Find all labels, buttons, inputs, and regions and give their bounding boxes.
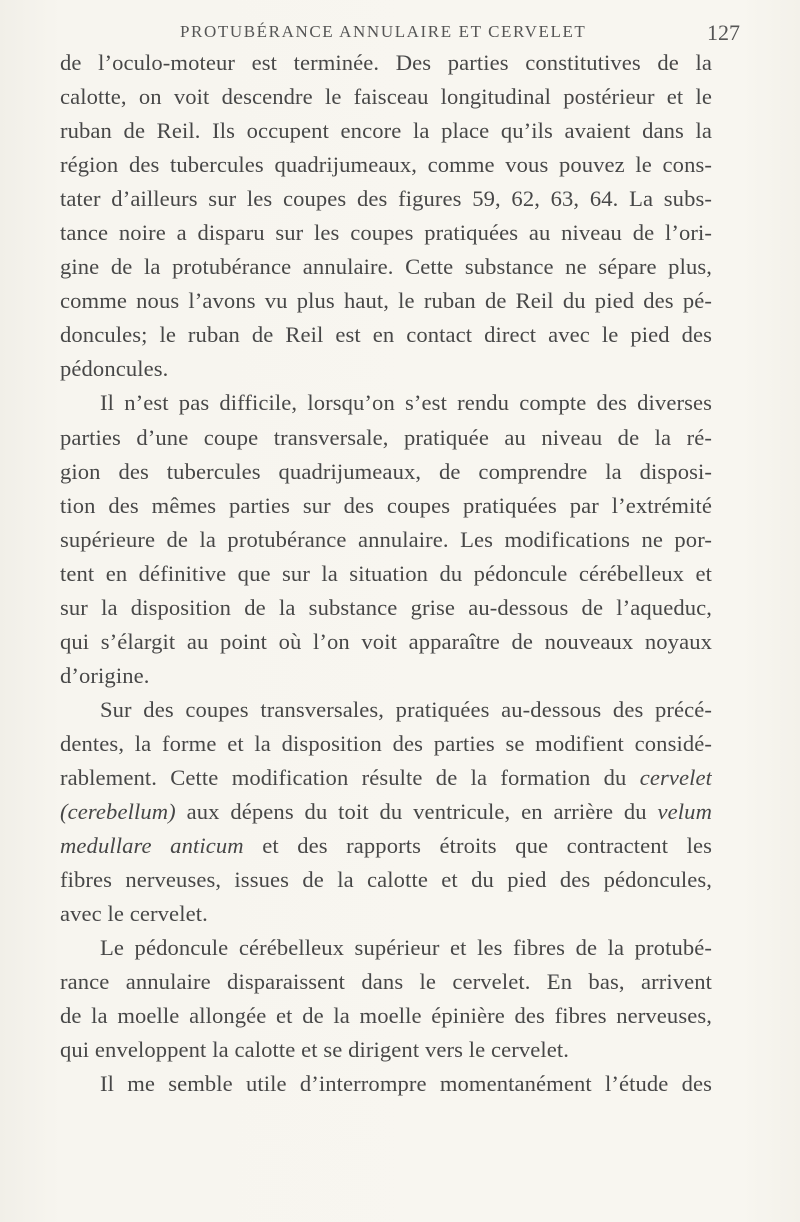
text-line: rance annulaire disparaissent dans le cervelet. En bas, arrivent bbox=[60, 969, 712, 995]
text-line: (cerebellum) aux dépens du toit du ventricule, en arrière du velum bbox=[60, 799, 712, 825]
text-line: Le pédoncule cérébelleux supérieur et les fibres de la protubé- bbox=[100, 935, 712, 961]
text-line: avec le cervelet. bbox=[60, 901, 208, 927]
text-line: medullare anticum et des rapports étroits que contractent les bbox=[60, 833, 712, 859]
text-line: tance noire a disparu sur les coupes pratiquées au niveau de l’ori- bbox=[60, 220, 712, 246]
text-line: Il me semble utile d’interrompre momentanément l’étude des bbox=[100, 1071, 712, 1097]
text-line: comme nous l’avons vu plus haut, le ruban de Reil du pied des pé- bbox=[60, 288, 712, 314]
text-line: Sur des coupes transversales, pratiquées au-dessous des précé- bbox=[100, 696, 712, 722]
text-line: parties d’une coupe transversale, pratiquée au niveau de la ré- bbox=[60, 424, 712, 450]
running-title: PROTUBÉRANCE ANNULAIRE ET CERVELET bbox=[180, 22, 587, 41]
text-line: gion des tubercules quadrijumeaux, de comprendre la disposi- bbox=[60, 458, 712, 484]
text-line: de la moelle allongée et de la moelle épinière des fibres nerveuses, bbox=[60, 1003, 712, 1029]
text-line: fibres nerveuses, issues de la calotte et du pied des pédoncules, bbox=[60, 867, 712, 893]
text-line: de l’oculo-moteur est terminée. Des parties constitutives de la bbox=[60, 50, 712, 75]
text-line: Il n’est pas difficile, lorsqu’on s’est rendu compte des diverses bbox=[100, 390, 712, 416]
text-line: gine de la protubérance annulaire. Cette substance ne sépare plus, bbox=[60, 254, 712, 280]
text-line: supérieure de la protubérance annulaire. Les modifications ne por- bbox=[60, 526, 712, 552]
text-line: d’origine. bbox=[60, 662, 150, 688]
text-line: dentes, la forme et la disposition des parties se modifient considé- bbox=[60, 730, 712, 756]
page-number: 127 bbox=[707, 20, 740, 45]
text-line: tater d’ailleurs sur les coupes des figures 59, 62, 63, 64. La subs- bbox=[60, 186, 712, 212]
text-line: calotte, on voit descendre le faisceau longitudinal postérieur et le bbox=[60, 84, 712, 110]
text-line: ruban de Reil. Ils occupent encore la place qu’ils avaient dans la bbox=[60, 118, 712, 144]
text-line: qui enveloppent la calotte et se dirigent vers le cervelet. bbox=[60, 1037, 570, 1063]
text-line: pédoncules. bbox=[60, 356, 169, 382]
text-line: qui s’élargit au point où l’on voit apparaître de nouveaux noyaux bbox=[60, 628, 712, 654]
text-line: doncules; le ruban de Reil est en contact direct avec le pied des bbox=[60, 322, 712, 348]
text-line: sur la disposition de la substance grise au-dessous de l’aqueduc, bbox=[60, 594, 712, 620]
text-line: rablement. Cette modification résulte de la formation du cervelet bbox=[60, 764, 712, 790]
text-line: région des tubercules quadrijumeaux, comme vous pouvez le cons- bbox=[60, 152, 712, 178]
text-line: tent en définitive que sur la situation du pédoncule cérébelleux et bbox=[60, 560, 712, 586]
body-text bbox=[60, 46, 712, 1101]
text-line: tion des mêmes parties sur des coupes pratiquées par l’extrémité bbox=[60, 492, 712, 518]
